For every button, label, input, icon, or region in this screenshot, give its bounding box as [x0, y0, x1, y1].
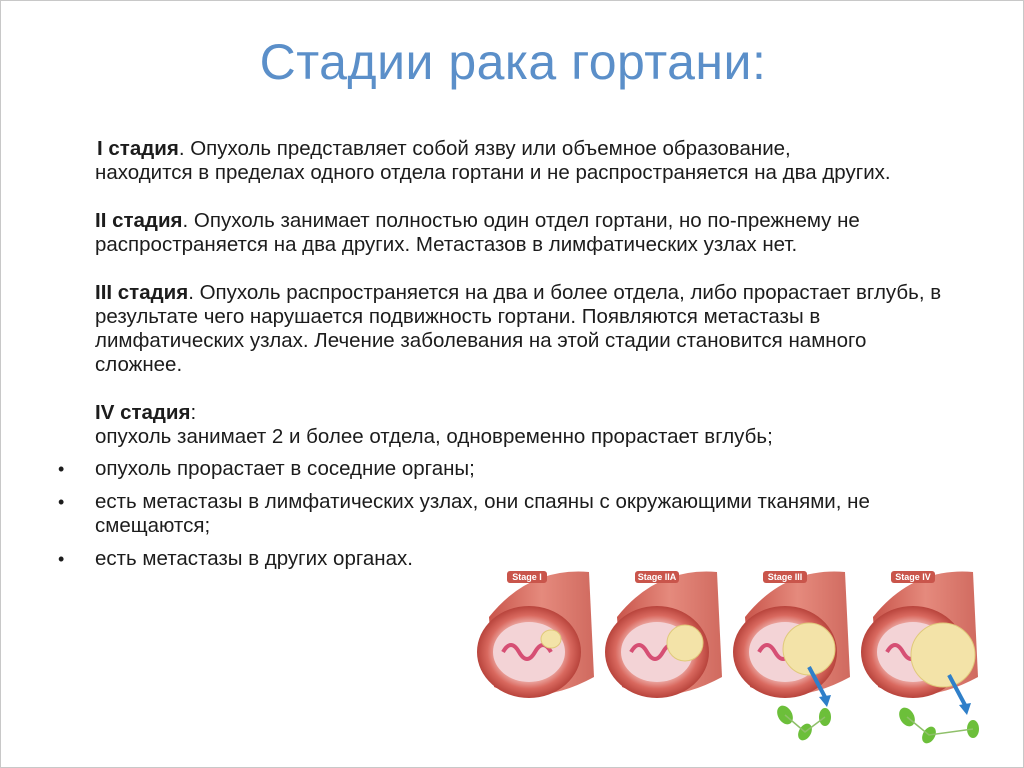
stage-1-text-rest: находится в пределах одного отдела гортани и не распространяется на два других.	[95, 161, 891, 184]
stage-1-tube-icon	[477, 571, 594, 698]
stage-4-label: IV стадия	[95, 401, 191, 424]
bullet-icon: •	[58, 459, 65, 479]
stage-4-block	[58, 401, 955, 571]
bullet-icon: •	[58, 492, 65, 512]
stage-1-block	[95, 137, 955, 185]
stage-3-text: . Опухоль распространяется на два и более отдела, либо прорастает вглубь, в результате чего нарушается подвижность гортани. Появляются метастазы в лимфатических узлах. Лечение заболевания на этой стадии становится намного сложнее.	[95, 281, 942, 376]
slide-title: Стадии рака гортани:	[259, 34, 767, 90]
stage-1-label: I стадия	[97, 137, 179, 160]
stage-label-3: Stage III	[767, 572, 803, 582]
list-item: • опухоль прорастает в соседние органы;	[58, 457, 475, 480]
stage-3-label: III стадия	[95, 281, 189, 304]
stage-3-block	[95, 281, 955, 377]
larynx-stages-svg	[469, 557, 1017, 757]
stage-2-tube-icon	[605, 571, 722, 698]
stage-1-text-line1: . Опухоль представляет собой язву или объемное образование,	[178, 137, 791, 160]
list-item: • есть метастазы в лимфатических узлах, они спаяны с окружающими тканями, не смещаются;	[58, 490, 870, 537]
larynx-stages-illustration	[469, 557, 1017, 757]
stage-2-text: . Опухоль занимает полностью один отдел гортани, но по-прежнему не распространяется на два других. Метастазов в лимфатических узлах нет.	[95, 209, 860, 256]
stage-label-2a: Stage IIA	[637, 572, 677, 582]
stage-3-tube-icon	[733, 571, 850, 743]
stage-4-colon: :	[190, 401, 197, 424]
stage-4-tube-icon	[861, 571, 979, 746]
stage-label-1: Stage I	[512, 572, 542, 582]
stage-2-label: II стадия	[95, 209, 183, 232]
stage-2-block	[95, 209, 955, 257]
bullet-icon: •	[58, 549, 65, 569]
slide-body	[58, 137, 955, 580]
stage-label-4: Stage IV	[895, 572, 931, 582]
stage-4-intro: опухоль занимает 2 и более отдела, одновременно прорастает вглубь;	[95, 425, 773, 448]
list-item: • есть метастазы в других органах.	[58, 547, 413, 570]
stage-4-bullet-list	[58, 457, 955, 571]
